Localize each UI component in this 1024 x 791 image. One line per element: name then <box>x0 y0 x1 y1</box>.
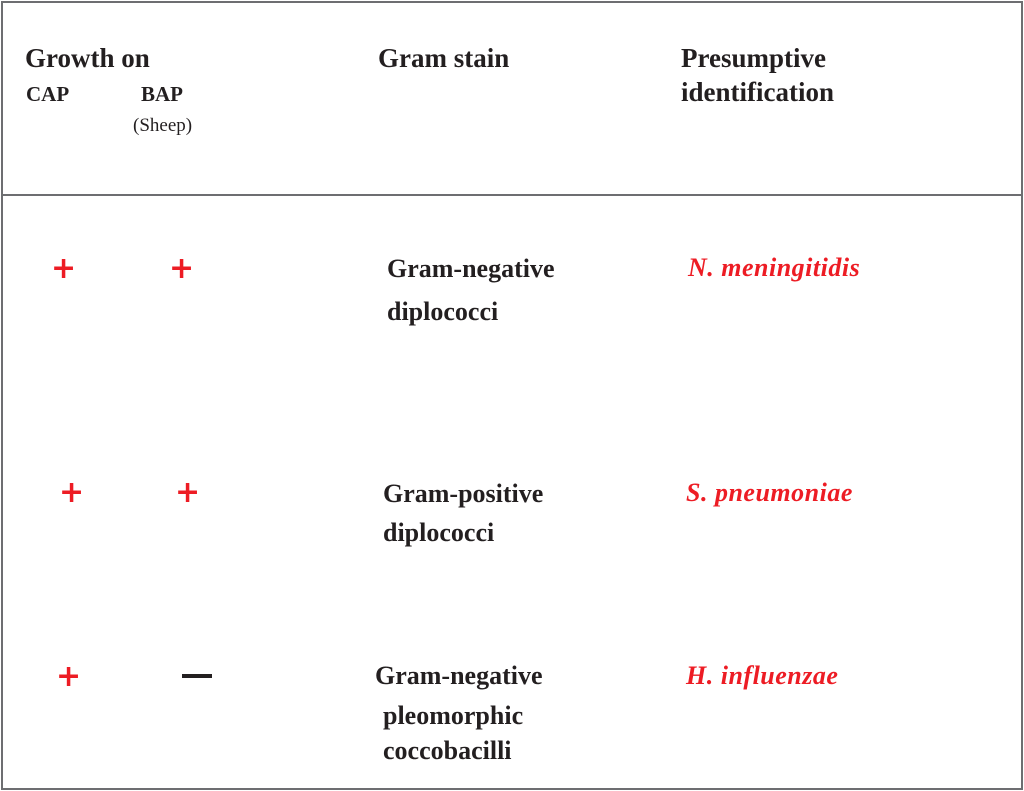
row2-gram-line1: Gram-positive <box>383 479 544 508</box>
row1-identification: N. meningitidis <box>688 253 861 282</box>
row1-gram-line2: diplococci <box>387 297 499 326</box>
row3-gram-line1: Gram-negative <box>375 661 543 690</box>
row3-gram-line2: pleomorphic <box>383 701 524 730</box>
row2-gram-line2: diplococci <box>383 518 495 547</box>
row1-gram-line1: Gram-negative <box>387 254 555 283</box>
header-divider <box>3 194 1021 196</box>
row2-identification: S. pneumoniae <box>686 478 853 507</box>
row3-bap-dash <box>182 674 212 678</box>
row1-cap-sign: + <box>51 251 77 286</box>
header-growth-on: Growth on <box>25 43 150 73</box>
row1-bap-sign: + <box>169 251 195 286</box>
header-presumptive-line2: identification <box>681 77 834 107</box>
row3-cap-sign: + <box>56 659 82 694</box>
row2-bap-sign: + <box>175 475 201 510</box>
row2-cap-sign: + <box>59 475 85 510</box>
header-bap-note: (Sheep) <box>133 115 193 136</box>
header-bap: BAP <box>141 82 183 106</box>
header-presumptive-line1: Presumptive <box>681 43 826 73</box>
header-cap: CAP <box>26 82 70 106</box>
row3-identification: H. influenzae <box>686 661 839 690</box>
row3-gram-line3: coccobacilli <box>383 736 512 765</box>
header-gram-stain: Gram stain <box>378 43 510 73</box>
